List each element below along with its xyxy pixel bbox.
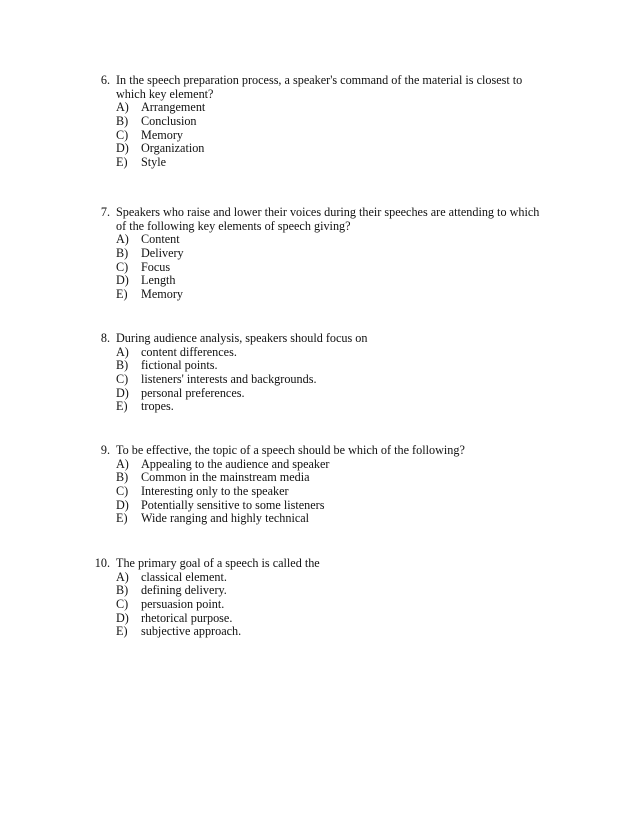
answer-option-a <box>86 458 556 472</box>
question-number: 9. <box>100 443 110 457</box>
option-text: Memory <box>141 127 183 142</box>
option-text: Focus <box>141 259 171 274</box>
option-letter: B) <box>116 583 129 598</box>
question-stem <box>86 557 556 571</box>
option-text: Style <box>141 154 167 169</box>
option-text: tropes. <box>141 399 174 414</box>
option-text: classical element. <box>141 569 227 584</box>
option-letter: C) <box>116 259 129 274</box>
option-text: persuasion point. <box>141 596 225 611</box>
answer-option-e <box>86 156 556 170</box>
answer-option-a <box>86 571 556 585</box>
option-text: Memory <box>141 286 183 301</box>
option-letter: B) <box>116 470 129 485</box>
option-letter: B) <box>116 113 129 128</box>
question-stem <box>86 74 556 101</box>
question-stem-line: The primary goal of a speech is called the <box>116 556 320 570</box>
option-letter: D) <box>116 497 129 512</box>
answer-option-d <box>86 387 556 401</box>
answer-option-c <box>86 485 556 499</box>
option-letter: D) <box>116 141 129 156</box>
option-letter: B) <box>116 245 129 260</box>
option-text: Interesting only to the speaker <box>141 483 289 498</box>
question-7 <box>86 206 556 302</box>
answer-option-b <box>86 584 556 598</box>
option-text: subjective approach. <box>141 624 242 639</box>
answer-options <box>86 571 556 639</box>
question-stem-line: Speakers who raise and lower their voices during their speeches are attending to which <box>116 205 540 219</box>
question-stem-line: which key element? <box>116 86 214 101</box>
question-8 <box>86 332 556 414</box>
option-letter: A) <box>116 456 129 471</box>
answer-option-a <box>86 101 556 115</box>
answer-option-c <box>86 598 556 612</box>
option-text: Appealing to the audience and speaker <box>141 456 330 471</box>
question-stem-line: To be effective, the topic of a speech should be which of the following? <box>116 443 465 457</box>
option-text: personal preferences. <box>141 385 245 400</box>
option-letter: D) <box>116 273 129 288</box>
option-letter: D) <box>116 610 129 625</box>
option-letter: C) <box>116 596 129 611</box>
question-6 <box>86 74 556 170</box>
option-letter: E) <box>116 511 128 526</box>
answer-option-a <box>86 233 556 247</box>
option-letter: A) <box>116 100 129 115</box>
option-text: Delivery <box>141 245 184 260</box>
option-letter: E) <box>116 399 128 414</box>
option-text: Wide ranging and highly technical <box>141 511 310 526</box>
answer-option-b <box>86 247 556 261</box>
option-text: content differences. <box>141 344 237 359</box>
answer-option-a <box>86 346 556 360</box>
option-text: Arrangement <box>141 100 206 115</box>
answer-option-d <box>86 142 556 156</box>
option-letter: A) <box>116 344 129 359</box>
option-text: Conclusion <box>141 113 197 128</box>
option-text: Organization <box>141 141 205 156</box>
question-stem-line: During audience analysis, speakers should focus on <box>116 331 368 345</box>
answer-options <box>86 346 556 414</box>
answer-option-c <box>86 261 556 275</box>
option-letter: E) <box>116 286 128 301</box>
option-letter: C) <box>116 127 129 142</box>
answer-option-d <box>86 274 556 288</box>
option-letter: A) <box>116 232 129 247</box>
question-stem <box>86 444 556 458</box>
option-letter: C) <box>116 483 129 498</box>
option-letter: E) <box>116 154 128 169</box>
question-stem <box>86 332 556 346</box>
answer-option-d <box>86 499 556 513</box>
answer-option-c <box>86 129 556 143</box>
option-text: Length <box>141 273 176 288</box>
answer-options <box>86 233 556 301</box>
answer-option-c <box>86 373 556 387</box>
option-text: defining delivery. <box>141 583 227 598</box>
option-text: Potentially sensitive to some listeners <box>141 497 325 512</box>
option-text: listeners' interests and backgrounds. <box>141 371 317 386</box>
answer-option-e <box>86 288 556 302</box>
option-letter: B) <box>116 358 129 373</box>
answer-options <box>86 458 556 526</box>
answer-option-b <box>86 471 556 485</box>
answer-option-d <box>86 612 556 626</box>
option-letter: C) <box>116 371 129 386</box>
option-letter: A) <box>116 569 129 584</box>
option-text: Content <box>141 232 180 247</box>
option-letter: E) <box>116 624 128 639</box>
question-number: 6. <box>100 73 110 87</box>
answer-options <box>86 101 556 169</box>
answer-option-b <box>86 359 556 373</box>
option-letter: D) <box>116 385 129 400</box>
answer-option-e <box>86 625 556 639</box>
question-10 <box>86 557 556 639</box>
option-text: rhetorical purpose. <box>141 610 233 625</box>
question-stem-line: In the speech preparation process, a speaker's command of the material is closest to <box>116 73 523 87</box>
question-stem <box>86 206 556 233</box>
question-number: 8. <box>100 331 110 345</box>
question-number: 7. <box>100 205 110 219</box>
question-stem-line: of the following key elements of speech giving? <box>116 218 351 233</box>
answer-option-b <box>86 115 556 129</box>
answer-option-e <box>86 512 556 526</box>
question-number: 10. <box>94 556 110 570</box>
question-9 <box>86 444 556 526</box>
answer-option-e <box>86 400 556 414</box>
option-text: Common in the mainstream media <box>141 470 310 485</box>
option-text: fictional points. <box>141 358 218 373</box>
